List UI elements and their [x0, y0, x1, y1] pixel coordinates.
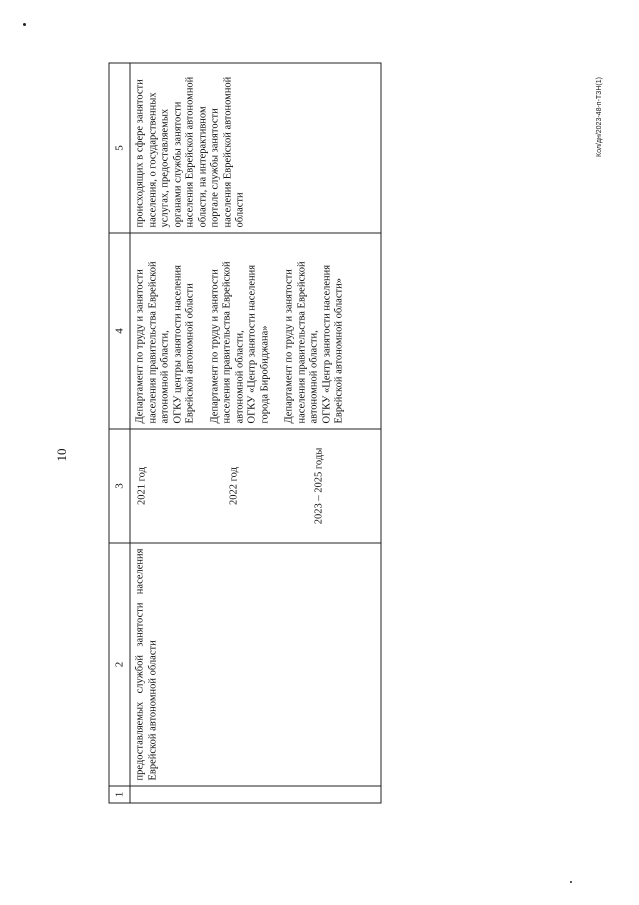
header-col-2: 2: [109, 543, 130, 786]
scan-speck-bottom: [570, 881, 572, 883]
period-2022: 2022 год: [228, 467, 240, 505]
executors-2021: Департамент по труду и занятости населения правительства Еврейской автономной области, ОГКУ центры занятости населения Еврейской автономной области: [134, 261, 196, 424]
cell-col-4-executors: [130, 233, 381, 429]
table-row: [130, 63, 381, 803]
measures-table: [109, 63, 382, 804]
cell-col-5-result: происходящих в сфере занятости населения, о государственных услугах, предоставляемых органами службы занятости населения Еврейской автономной области, на интерактивном портале службы занятости населения Еврейской автономной области: [130, 63, 381, 233]
executors-2023-2025: Департамент по труду и занятости населения правительства Еврейской автономной области, ОГКУ «Центр занятости населения Еврейской автономной области»: [283, 261, 345, 424]
table-header-row: [109, 63, 130, 803]
period-2021: 2021 год: [136, 467, 148, 505]
cell-col-3-period: [130, 429, 381, 543]
page-number: 10: [54, 448, 69, 462]
header-col-5: 5: [109, 63, 130, 233]
cell-col-1: [130, 786, 381, 803]
header-col-4: 4: [109, 233, 130, 429]
header-col-3: 3: [109, 429, 130, 543]
scan-speck-top: [23, 23, 26, 26]
cell-col-2-description: предоставляемых службой занятости населения Еврейской автономной области: [130, 543, 381, 786]
header-col-1: 1: [109, 786, 130, 803]
rotated-table-container: [109, 64, 382, 804]
document-footer-code: Кол/дн/2023-48-п-ТЗН(1): [596, 77, 603, 157]
executors-2022: Департамент по труду и занятости населения правительства Еврейской автономной области, ОГКУ «Центр занятости населения города Биробиджана»: [209, 261, 270, 424]
period-2023-2025: 2023 – 2025 годы: [313, 447, 325, 525]
